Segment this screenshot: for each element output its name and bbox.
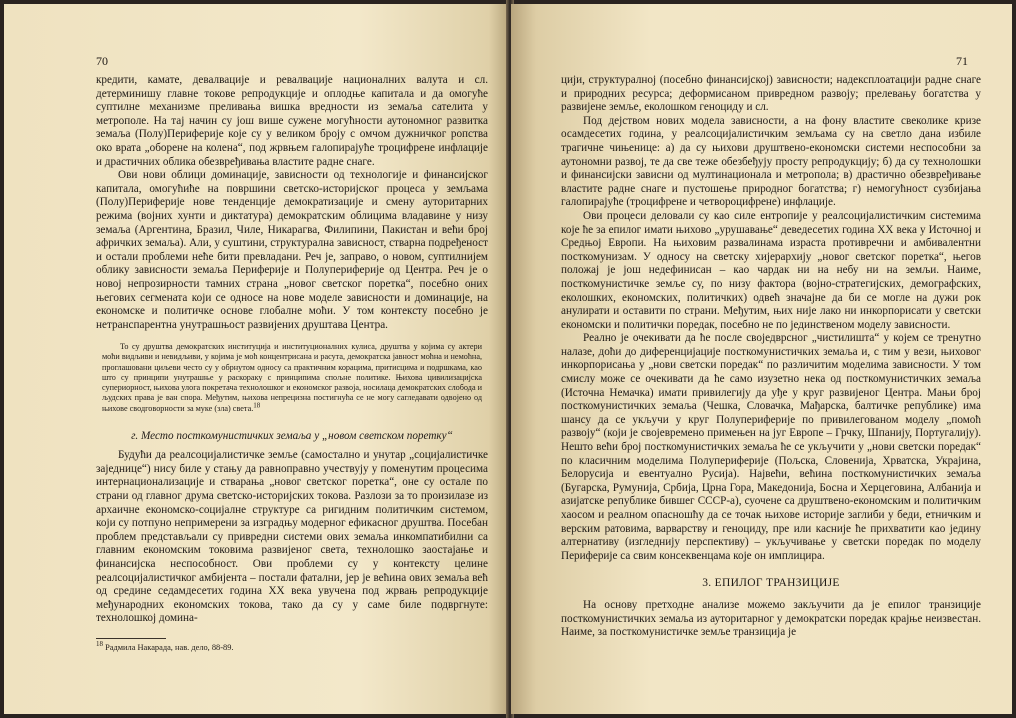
page-number: 70 xyxy=(96,54,108,68)
page-number: 71 xyxy=(956,54,968,68)
right-text-column xyxy=(561,74,981,640)
left-text-column xyxy=(96,74,488,653)
left-page xyxy=(4,4,509,714)
paragraph: кредити, камате, девалвације и ревалвације националних валута и сл. детерминишу главне токове репродукције и оплодње капитала и да омогуће суптилне механизме преливања вишка вредности из земаља сателита у метрополе. На тај начин су још више сужене могућности аутономног развитка земаља (Полу)Периферије које су у великом броју с омчом дужничког ропства око врата „оборене на колена“, под жрвњем галопирајуће троцифрене инфлације и драстичних облика обезвређивања властите радне снаге. xyxy=(96,74,488,168)
paragraph: Под дејством нових модела зависности, а на фону властите свеколике кризе осамдесетих година, у реалсоцијалистичким земљама су на светло дана избиле трагичне чињенице: а) да су њихови друштвено-економски системи неспособни за аутономни развој, те да све теже обезбеђују просту репродукцију; б) да су технолошки и финансијски зависни од мултинационала и метропола; в) драстично обезвређивање властите радне снаге и пустошење природног богатства; г) немогућност сузбијања галопирајуће (троцифрене и четвороцифрене) инфлације. xyxy=(561,114,981,209)
block-quote xyxy=(102,342,482,413)
footnote-number: 18 xyxy=(96,640,103,649)
paragraph: Ови процеси деловали су као силе ентропије у реалсоцијалистичким системима које ће за епилог имати њихово „урушавање“ деведесетих година XX века у Источној и Средњој Европи. На њиховим развалинама израста противречни и амбивалентни посткомунизам. У односу на светску хијерархију „новог светског поретка“, његов положај је још недефинисан – као чардак ни на небу ни на земљи. Наиме, посткомунистичке земље су, по низу фактора (војно-стратегијских, демографских, еколошких, економских, политичких) одвећ значајне да би се могле на дужи рок анулирати и оставити по страни. Међутим, њих није лако ни инкорпорисати у светски економски и политички поредак, посебно не по јединственом моделу зависности. xyxy=(561,209,981,331)
footnote xyxy=(96,640,488,653)
paragraph: Реално је очекивати да ће после своједврсног „чистилишта“ у којем се тренутно налазе, доћи до диференцијације посткомунистичких земаља и, с тим у вези, њиховог инкорпорисања у „нови светски поредак“ по различитим моделима зависности. У том смислу може се очекивати да ће само изузетно нека од посткомунистичких земаља (Источна Немачка) имати привилегију да уђе у круг развијеног Центра. Мањи број посткомунистичких земаља (Чешка, Словачка, Мађарска, балтичке републике) има шансу да се укључи у круг Полупериферије по привилегованом моделу „помоћ развоју“ (који је својевремено примењен на југ Европе – Грчку, Шпанију, Португалију). Нешто већи број посткомунистичких земаља ће се укључити у „нови светски поредак“ по класичним моделима Полупериферије (Пољска, Словенија, Хрватска, Украјина, Белорусија и евентуално Русија). Највећи, већина посткомунистичких земаља (Бугарска, Румунија, Србија, Црна Гора, Македонија, Босна и Херцеговина, Албанија и азијатске републике бившег СССР-а), суочене са друштвено-економским и политичким хаосом и реалном опасношћу да се точак њихове историје заглиби у беди, етничким и верским ратовима, варварству и геноциду, пре или касније ће прихватити као једину алтернативу (изгледнију перспективу) – укључивање у светски поредак по моделу Периферије са свим консеквенцама које он имплицира. xyxy=(561,332,981,562)
section-heading: 3. ЕПИЛОГ ТРАНЗИЦИЈЕ xyxy=(702,577,840,590)
footnote-divider xyxy=(96,638,166,639)
paragraph: Ови нови облици доминације, зависности од технологије и финансијског капитала, омогућиће на површини светско-историјског процеса у земљама (Полу)Периферије нове тенденције демократизације и смену ауторитарних режима (војних хунти и диктатура) демократским облицима владавине у низу земаља (Аргентина, Бразил, Чиле, Никарагва, Филипини, Пакистан и већи број афричких земаља). Али, у суштини, структурална зависност, стварна подређеност и остали проблеми неће бити превладани. Реч је, заправо, о новом, суптилнијем облику зависности земаља Периферије и Полупериферије од Центра. Реч је о новој непрозирности тамних страна „новог светског поретка“, посебно оних његових сегмената који се односе на нове моделе зависности и доминације, на економске и политичке основе глобалне моћи. У том контексту посебно је нетранспарентна унутрашњост развијених друштава Центра. xyxy=(96,169,488,331)
footnote-text: Радмила Накарада, нав. дело, 88-89. xyxy=(105,643,234,653)
block-quote-text: То су друштва демократских институција и институционалних кулиса, друштва у којима су актери моћи видљиви и невидљиви, у којима је моћ концентрисана и расута, демократска јавност моћна и немоћна, проглашовани циљеви често су у обрнутом односу са практичним корацима, притисцима и подршкама, као што су принципи унутрашње у раскораку с принципима спољне политике. Њихова цивилизацијска супериорност, њихова улога покретача технолошког и економског развоја, носилаца демократских слобода и људских права је ван спора. Међутим, њихова непрецизна постигнућа се не могу сагледавати одвојено од њихове сводговорности за муке (зла) света. xyxy=(102,342,483,413)
paragraph: Будући да реалсоцијалистичке земље (самостално и унутар „социјалистичке заједнице“) нису биле у стању да равноправно учествују у поменутим процесима интернационализације и стварања „новог светског поретка“, оне су остале по страни од главног друма светско-историјских токова. Разлози за то произилазе из архаичне економско-социјалне структуре са ригидним политичким системом, који су потпуно непримерени за изградњу модерног ефикасног друштва. Посебан проблем представљали су привредни системи ових земаља инкомпатибилни са главним економским токовима развијеног света, технолошко заостајање и финансијска неспособност. Ови проблеми су у контексту целине реалсоцијалистичког амбијента – постали фатални, јер је већина ових земаља већ од средине седамдесетих година XX века увучена под жрвањ репродукције међународних економских токова, тако да су у саме биле подвргнуте: технолошкој домина- xyxy=(96,449,488,625)
paragraph: цији, структуралној (посебно финансијској) зависности; надексплоатацији радне снаге и природних ресурса; деформисаном привредном развоју; прелевању богатства у развијене земље, еколошком геноциду и сл. xyxy=(561,74,981,114)
right-page xyxy=(511,4,1012,714)
subheading: г. Место посткомунистичких земаља у „новом светском поретку“ xyxy=(131,429,453,442)
paragraph: На основу претходне анализе можемо закључити да је епилог транзиције посткомунистичких земаља из ауторитарног у демократски поредак крајње неизвестан. Наиме, за посткомунистичке земље транзиција је xyxy=(561,598,981,639)
footnote-ref: 18 xyxy=(253,400,261,409)
